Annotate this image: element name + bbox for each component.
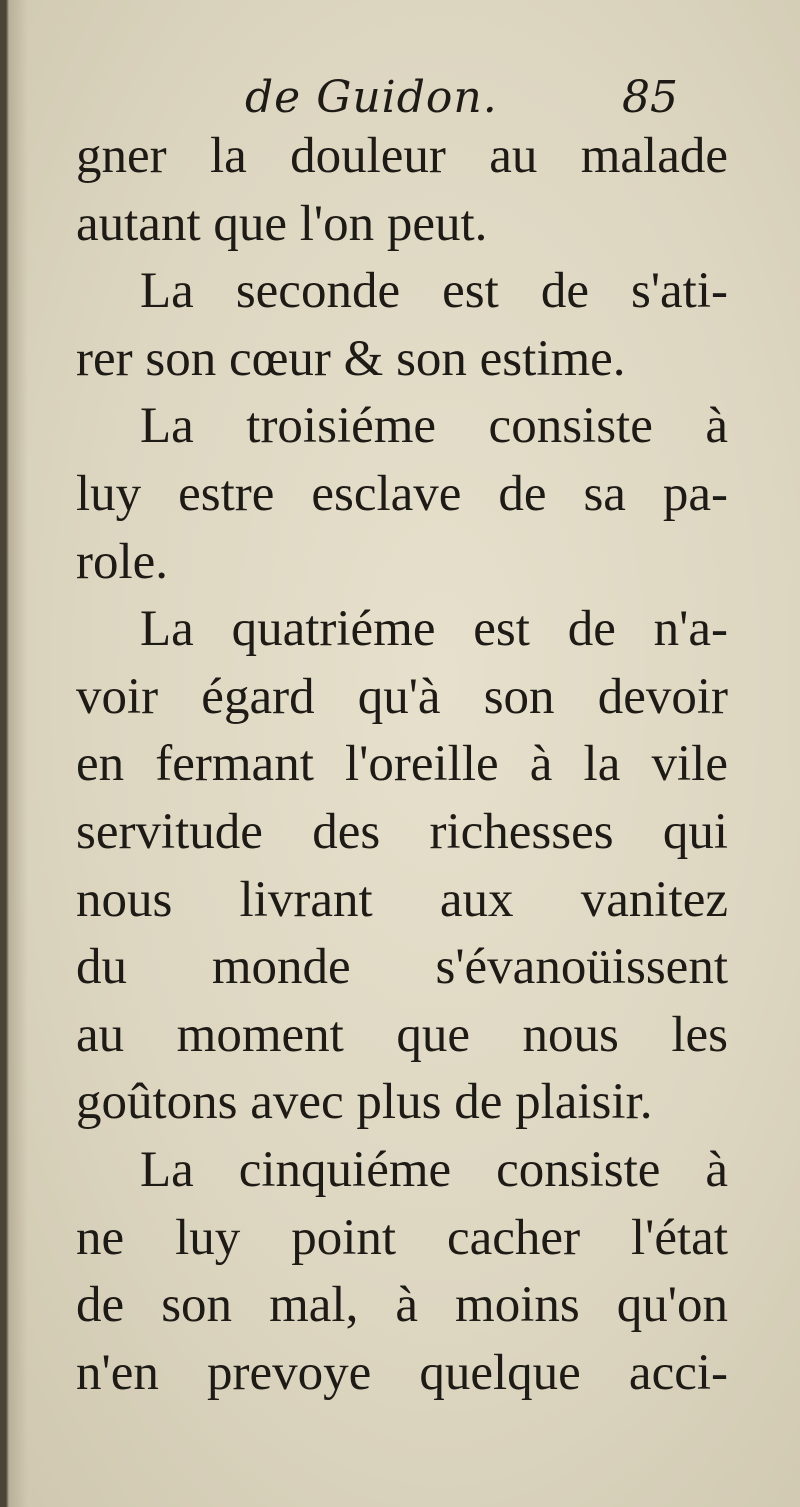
text-line: role. [76, 533, 169, 590]
body-text [76, 123, 728, 1407]
running-title: de Guidon. [245, 72, 498, 123]
text-line: nous livrant aux vanitez [76, 871, 728, 928]
text-line: de son mal, à moins qu'on [76, 1277, 728, 1334]
text-line: en fermant l'oreille à la vile [76, 736, 728, 793]
text-line: servitude des richesses qui [76, 803, 728, 860]
text-line: n'en prevoye quelque acci- [76, 1344, 728, 1401]
text-line: du monde s'évanoüissent [76, 939, 728, 996]
text-line: La seconde est de s'ati- [140, 263, 728, 320]
text-line: ne luy point cacher l'état [76, 1209, 728, 1266]
text-line: goûtons avec plus de plaisir. [76, 1074, 653, 1131]
text-line: autant que l'on peut. [76, 195, 488, 252]
text-line: La cinquiéme consiste à [140, 1141, 728, 1198]
binding-gutter [0, 0, 28, 1507]
text-line: rer son cœur & son estime. [76, 330, 626, 387]
text-line: voir égard qu'à son devoir [76, 668, 728, 725]
text-line: La troisiéme consiste à [140, 398, 728, 455]
text-line: luy estre esclave de sa pa- [76, 465, 728, 522]
text-line: gner la douleur au malade [76, 128, 728, 184]
page-number: 85 [622, 72, 678, 123]
text-line: La quatriéme est de n'a- [140, 601, 728, 658]
text-line: au moment que nous les [76, 1006, 728, 1063]
